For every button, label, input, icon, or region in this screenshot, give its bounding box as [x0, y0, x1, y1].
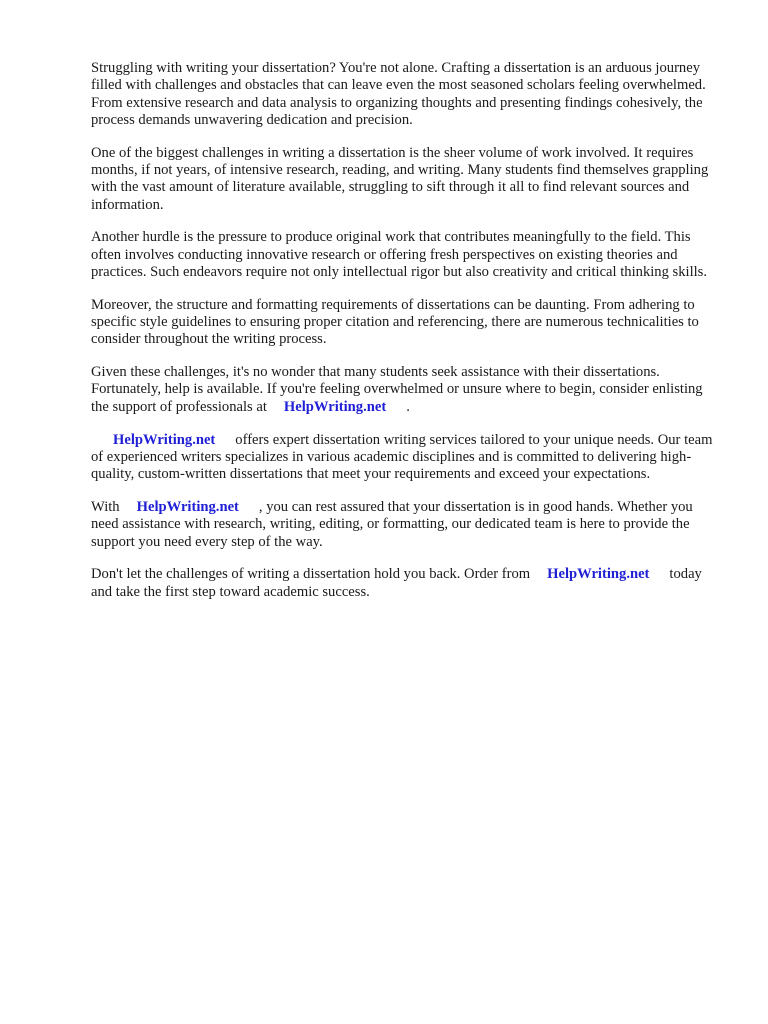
paragraph-text: . [406, 398, 410, 415]
helpwriting-link[interactable]: HelpWriting.net [283, 398, 387, 415]
paragraph-volume: One of the biggest challenges in writing a dissertation is the sheer volume of work involved. It requires months, if not years, of intensive research, reading, and writing. Many students find themselves grappling with the vast amount of literature available, struggling to sift through it all to find relevant sources and information. [91, 144, 709, 213]
paragraph-call-to-action [91, 566, 723, 601]
paragraph-formatting: Moreover, the structure and formatting requirements of dissertations can be daunting. From adhering to specific style guidelines to ensuring proper citation and referencing, there are numerous technicalities to consider throughout the writing process. [91, 296, 699, 348]
paragraph-assurance [91, 499, 723, 551]
helpwriting-link[interactable]: HelpWriting.net [136, 498, 239, 515]
paragraph-text: today and take the first step toward academic success. [91, 566, 702, 600]
paragraph-text: With [91, 498, 120, 515]
document-body [91, 60, 723, 616]
paragraph-text: offers expert dissertation writing services tailored to your unique needs. Our team of experienced writers specializes in various academic disciplines and is committed to delivering high-quality, custom-written dissertations that meet your requirements and exceed your expectations. [91, 431, 713, 483]
paragraph-services [91, 432, 723, 484]
paragraph-text: , you can rest assured that your dissertation is in good hands. Whether you need assistance with research, writing, editing, or formatting, our dedicated team is here to provide the support you need every step of the way. [91, 498, 693, 550]
paragraph-text: Given these challenges, it's no wonder that many students seek assistance with their dissertations. Fortunately, help is available. If you're feeling overwhelmed or unsure where to begin, consider enlisting the support of professionals at [91, 364, 703, 415]
paragraph-intro: Struggling with writing your dissertation? You're not alone. Crafting a dissertation is an arduous journey filled with challenges and obstacles that can leave even the most seasoned scholars feeling overwhelmed. From extensive research and data analysis to organizing thoughts and presenting findings cohesively, the process demands unwavering dedication and precision. [91, 60, 706, 128]
paragraph-text: Don't let the challenges of writing a dissertation hold you back. Order from [91, 566, 531, 583]
paragraph-seek-help [91, 364, 723, 416]
helpwriting-link[interactable]: HelpWriting.net [113, 431, 216, 448]
paragraph-originality: Another hurdle is the pressure to produce original work that contributes meaningfully to the field. This often involves conducting innovative research or offering fresh perspectives on existing theories and practices. Such endeavors require not only intellectual rigor but also creativity and critical thinking skills. [91, 229, 708, 280]
helpwriting-link[interactable]: HelpWriting.net [547, 566, 650, 583]
